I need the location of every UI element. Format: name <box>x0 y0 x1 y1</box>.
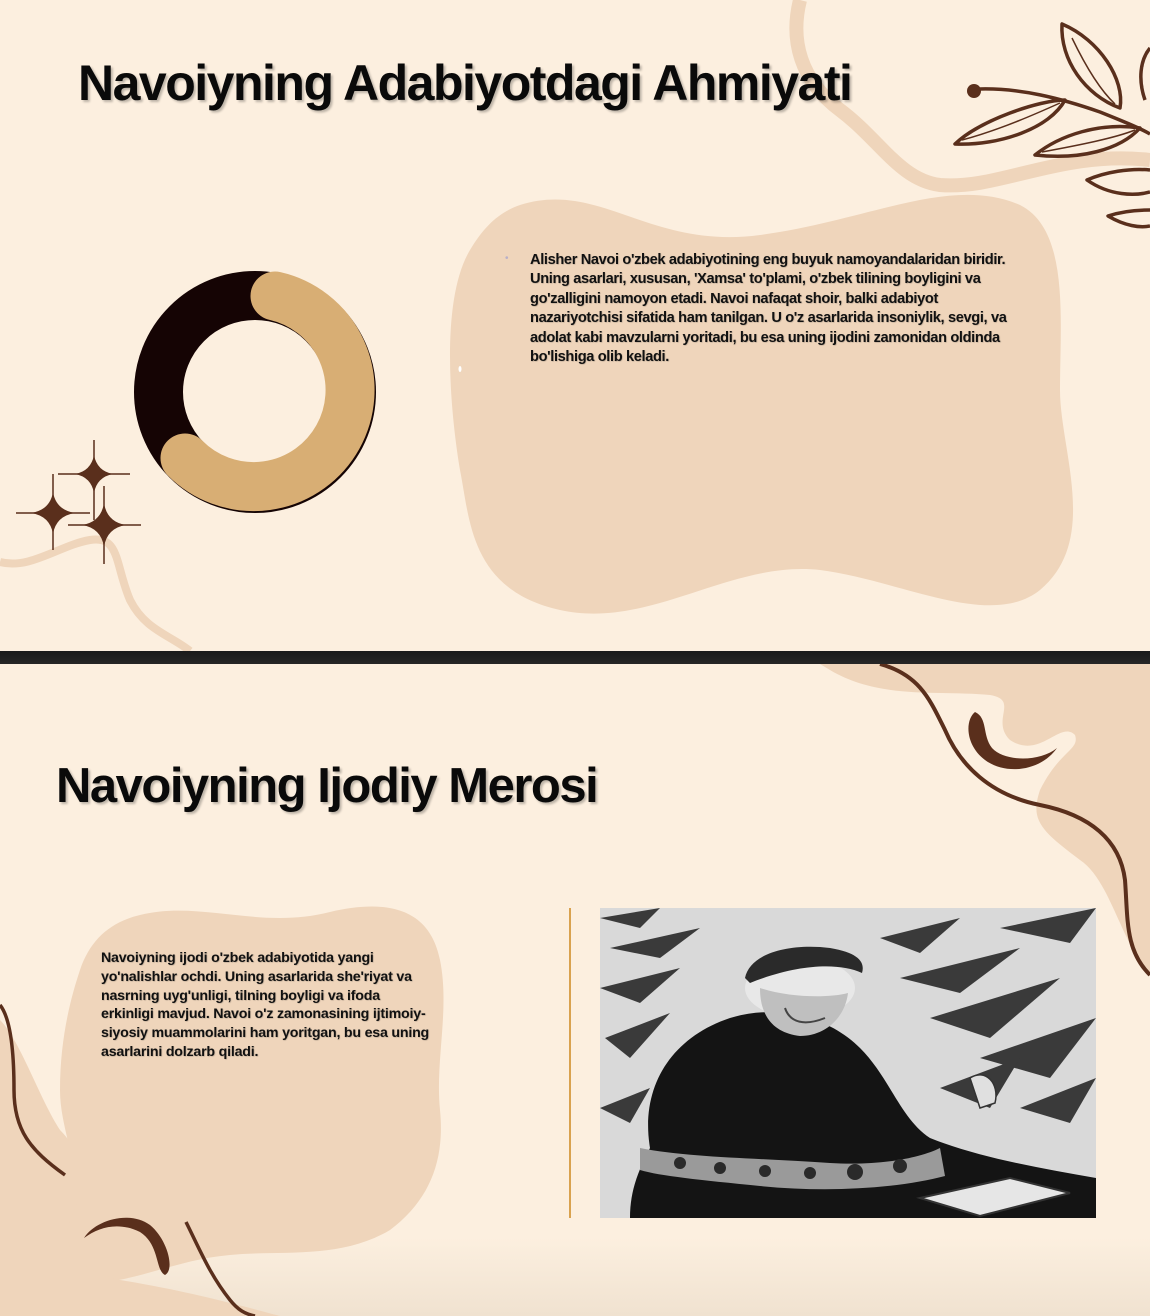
wave-curve-bottom <box>0 539 190 651</box>
slide-2-title: Navoiyning Ijodiy Merosi <box>56 759 598 813</box>
portrait-illustration <box>600 908 1096 1218</box>
portrait-image <box>600 908 1096 1218</box>
bullet-icon: • <box>505 253 509 264</box>
slide-1[interactable] <box>0 0 1150 651</box>
slide-divider <box>0 651 1150 664</box>
donut-ring-icon <box>159 296 352 489</box>
slide-1-title: Navoiyning Adabiyotdagi Ahmiyati <box>78 55 852 111</box>
slide-1-body-text: Alisher Navoi o'zbek adabiyotining eng buyuk namoyandalaridan biridir. Uning asarlari, xususan, 'Xamsa' to'plami, o'zbek tilining boyligini va go'zalligini namoyon etadi. Navoi nafaqat shoir, balki adabiyot nazariyotchisi sifatida ham tanilgan. U o'z asarlarida insoniylik, sevgi, va adolat kabi mavzularni yoritadi, bu esa uning ijodini zamonidan oldinda bo'lishiga olib keladi. <box>530 252 1007 366</box>
slide-2-body-text: Navoiyning ijodi o'zbek adabiyotida yangi yo'nalishlar ochdi. Uning asarlarida she'riyat va nasrning uyg'unligi, tilning boyligi va ifoda erkinligi mavjud. Navoi o'z zamonasining ijtimoiy-siyosiy muammolarini ham yoritgan, bu esa uning asarlarini dolzarb qiladi. <box>101 950 430 1060</box>
slide-2[interactable] <box>0 664 1150 1316</box>
accent-divider-line <box>569 908 571 1218</box>
